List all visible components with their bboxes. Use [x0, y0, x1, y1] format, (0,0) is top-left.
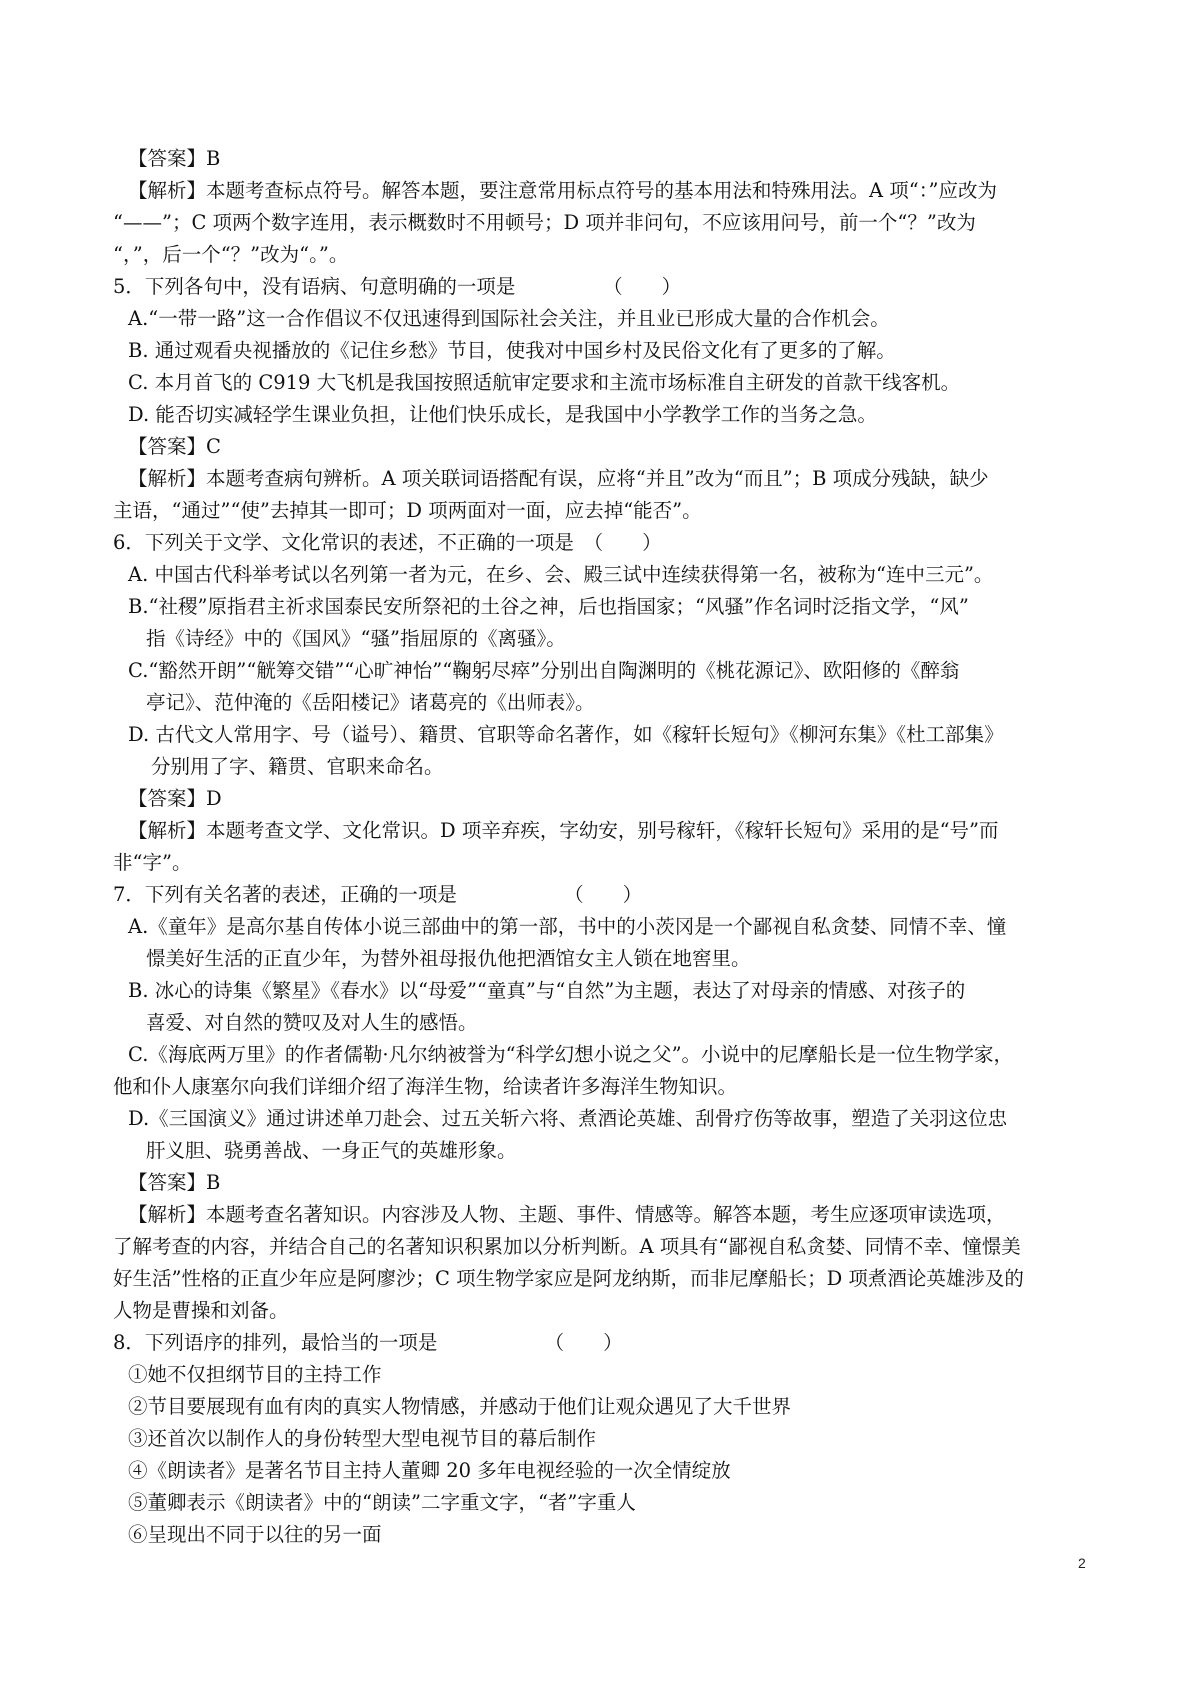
- analysis-4-line-3: “，”，后一个“？”改为“。”。: [113, 243, 349, 266]
- analysis-4-line-2: “——”；C 项两个数字连用，表示概数时不用顿号；D 项并非问句，不应该用问号，前一个“？”改为: [113, 211, 976, 234]
- analysis-5-line-1: 【解析】本题考查病句辨析。A 项关联词语搭配有误，应将“并且”改为“而且”；B 项成分残缺，缺少: [128, 467, 989, 490]
- question-8-sentence-3: ③还首次以制作人的身份转型大型电视节目的幕后制作: [128, 1427, 597, 1450]
- question-8-sentence-1: ①她不仅担纲节目的主持工作: [128, 1363, 382, 1386]
- question-7-option-d-line-2: 肝义胆、骁勇善战、一身正气的英雄形象。: [146, 1139, 517, 1162]
- question-7-option-b-line-2: 喜爱、对自然的赞叹及对人生的感悟。: [146, 1011, 478, 1034]
- answer-4: 【答案】B: [128, 147, 221, 170]
- question-8-sentence-6: ⑥呈现出不同于以往的另一面: [128, 1523, 382, 1546]
- question-5-option-c: C. 本月首飞的 C919 大飞机是我国按照适航审定要求和主流市场标准自主研发的首款干线客机。: [128, 371, 961, 394]
- question-6-option-b-line-1: B.“社稷”原指君主祈求国泰民安所祭祀的土谷之神，后也指国家；“风骚”作名词时泛指文学，“风”: [128, 595, 969, 618]
- analysis-7-line-1: 【解析】本题考查名著知识。内容涉及人物、主题、事件、情感等。解答本题，考生应逐项审读选项，: [128, 1203, 1006, 1226]
- page-number: 2: [1078, 1555, 1086, 1571]
- question-6-option-b-line-2: 指《诗经》中的《国风》“骚”指屈原的《离骚》。: [146, 627, 566, 650]
- question-7-option-c-line-2: 他和仆人康塞尔向我们详细介绍了海洋生物，给读者许多海洋生物知识。: [113, 1075, 738, 1098]
- question-7-option-a-line-1: A.《童年》是高尔基自传体小说三部曲中的第一部，书中的小茨冈是一个鄙视自私贪婪、同情不幸、憧: [128, 915, 1007, 938]
- question-6-stem: 6．下列关于文学、文化常识的表述，不正确的一项是 （ ）: [113, 531, 662, 554]
- analysis-7-line-2: 了解考查的内容，并结合自己的名著知识积累加以分析判断。A 项具有“鄙视自私贪婪、同情不幸、憧憬美: [113, 1235, 1021, 1258]
- question-7-option-d-line-1: D.《三国演义》通过讲述单刀赴会、过五关斩六将、煮酒论英雄、刮骨疗伤等故事，塑造了关羽这位忠: [128, 1107, 1008, 1130]
- question-7-option-c-line-1: C.《海底两万里》的作者儒勒·凡尔纳被誉为“科学幻想小说之父”。小说中的尼摩船长是一位生物学家，: [128, 1043, 1014, 1066]
- analysis-5-line-2: 主语，“通过”“使”去掉其一即可；D 项两面对一面，应去掉“能否”。: [113, 499, 702, 522]
- question-7-stem: 7．下列有关名著的表述，正确的一项是 （ ）: [113, 883, 643, 906]
- analysis-7-line-4: 人物是曹操和刘备。: [113, 1299, 289, 1322]
- answer-5: 【答案】C: [128, 435, 221, 458]
- question-5-option-a: A.“一带一路”这一合作倡议不仅迅速得到国际社会关注，并且业已形成大量的合作机会。: [128, 307, 890, 330]
- question-8-stem: 8．下列语序的排列，最恰当的一项是 （ ）: [113, 1331, 623, 1354]
- question-5-option-b: B. 通过观看央视播放的《记住乡愁》节目，使我对中国乡村及民俗文化有了更多的了解。: [128, 339, 896, 362]
- analysis-7-line-3: 好生活”性格的正直少年应是阿廖沙；C 项生物学家应是阿龙纳斯，而非尼摩船长；D 项煮酒论英雄涉及的: [113, 1267, 1024, 1290]
- question-5-stem: 5．下列各句中，没有语病、句意明确的一项是 （ ）: [113, 275, 682, 298]
- question-6-option-d-line-1: D. 古代文人常用字、号（谥号）、籍贯、官职等命名著作，如《稼轩长短句》《柳河东集》《杜工部集》: [128, 723, 1004, 746]
- question-5-option-d: D. 能否切实减轻学生课业负担，让他们快乐成长，是我国中小学教学工作的当务之急。: [128, 403, 877, 426]
- question-6-option-c-line-1: C.“豁然开朗”“觥筹交错”“心旷神怡”“鞠躬尽瘁”分别出自陶渊明的《桃花源记》、欧阳修的《醉翁: [128, 659, 960, 682]
- analysis-6-line-1: 【解析】本题考查文学、文化常识。D 项辛弃疾，字幼安，别号稼轩，《稼轩长短句》采用的是“号”而: [128, 819, 999, 842]
- analysis-6-line-2: 非“字”。: [113, 851, 192, 874]
- question-7-option-a-line-2: 憬美好生活的正直少年，为替外祖母报仇他把酒馆女主人锁在地窖里。: [146, 947, 751, 970]
- analysis-4-line-1: 【解析】本题考查标点符号。解答本题，要注意常用标点符号的基本用法和特殊用法。A 项“：”应改为: [128, 179, 997, 202]
- question-8-sentence-5: ⑤董卿表示《朗读者》中的“朗读”二字重文字，“者”字重人: [128, 1491, 636, 1514]
- question-6-option-a: A. 中国古代科举考试以名列第一者为元，在乡、会、殿三试中连续获得第一名，被称为“连中三元”。: [128, 563, 994, 586]
- question-8-sentence-4: ④《朗读者》是著名节目主持人董卿 20 多年电视经验的一次全情绽放: [128, 1459, 731, 1482]
- question-6-option-c-line-2: 亭记》、范仲淹的《岳阳楼记》诸葛亮的《出师表》。: [146, 691, 595, 714]
- answer-6: 【答案】D: [128, 787, 222, 810]
- answer-7: 【答案】B: [128, 1171, 221, 1194]
- question-7-option-b-line-1: B. 冰心的诗集《繁星》《春水》以“母爱”“童真”与“自然”为主题，表达了对母亲的情感、对孩子的: [128, 979, 966, 1002]
- question-6-option-d-line-2: 分别用了字、籍贯、官职来命名。: [151, 755, 444, 778]
- question-8-sentence-2: ②节目要展现有血有肉的真实人物情感，并感动于他们让观众遇见了大千世界: [128, 1395, 792, 1418]
